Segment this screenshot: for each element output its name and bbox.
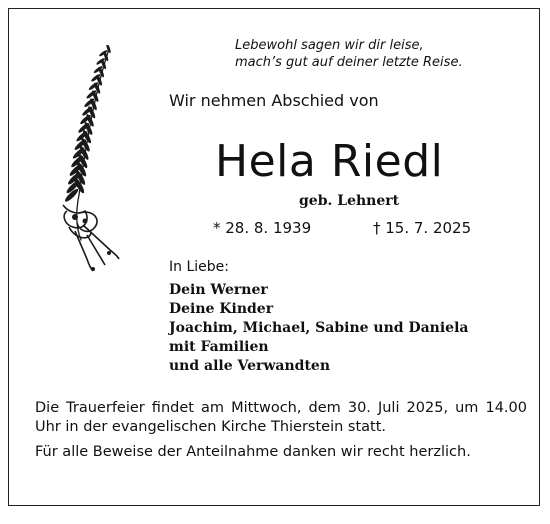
wheat-sheaf-icon xyxy=(39,45,129,275)
ceremony-text: Die Trauerfeier findet am Mittwoch, dem 30. Juli 2025, um 14.00 Uhr in der evangelischen Kirche Thierstein statt. xyxy=(35,400,527,435)
mourners-list xyxy=(169,281,468,376)
birth-date: * 28. 8. 1939 xyxy=(213,219,312,237)
thanks-text: Für alle Beweise der Anteilnahme danken wir recht herzlich. xyxy=(35,444,471,460)
death-date: † 15. 7. 2025 xyxy=(373,219,472,237)
mourner-line: und alle Verwandten xyxy=(169,358,331,374)
birth-name: geb. Lehnert xyxy=(299,193,400,209)
poem-line-1: Lebewohl sagen wir dir leise, xyxy=(235,38,424,53)
farewell-poem xyxy=(235,37,525,71)
mourner-line: Deine Kinder xyxy=(169,301,274,317)
life-dates xyxy=(213,219,472,237)
intro-text: Wir nehmen Abschied von xyxy=(169,91,379,110)
deceased-name: Hela Riedl xyxy=(215,136,444,187)
mourner-line: mit Familien xyxy=(169,339,269,355)
mourner-line: Dein Werner xyxy=(169,282,268,298)
in-love-label: In Liebe: xyxy=(169,259,229,275)
mourner-line: Joachim, Michael, Sabine und Daniela xyxy=(169,320,469,336)
obituary-notice xyxy=(8,8,540,506)
poem-line-2: mach’s gut auf deiner letzte Reise. xyxy=(235,55,463,70)
